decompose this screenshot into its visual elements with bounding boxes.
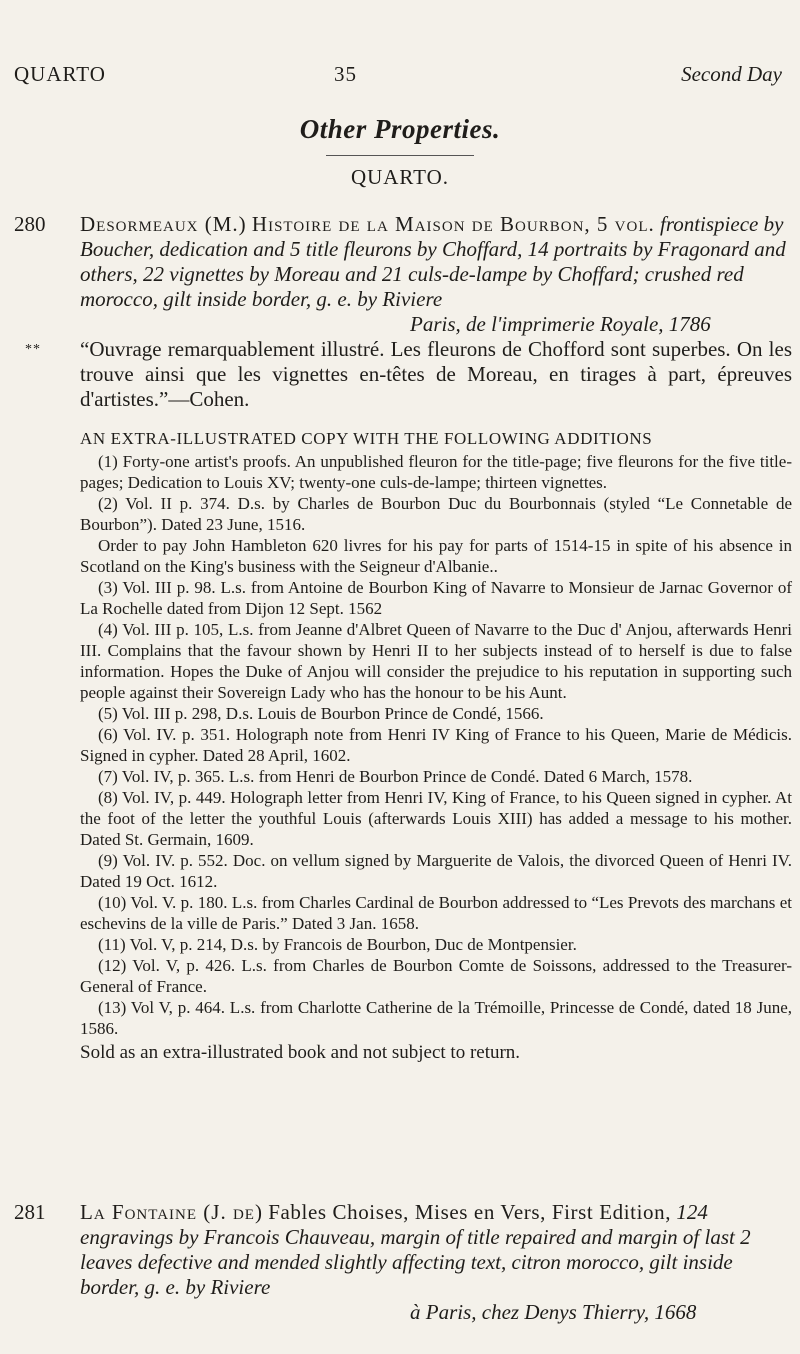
quote-text: “Ouvrage remarquablement illustré. Les fleurons de Chofford sont superbes. On les trouve ainsi que les vignettes en-têtes de Moreau, en tirages à part, épreuves d'artistes.”—Cohen. [80,337,792,411]
section-subtitle: QUARTO. [350,165,450,189]
addition-item: (8) Vol. IV, p. 449. Holograph letter from Henri IV, King of France, to his Queen signed in cypher. At the foot of the letter the youthful Louis (afterwards Louis XIII) has added a message to his mother. Dated St. Germain, 1609. [80,788,792,849]
lot-number: 281 [14,1200,46,1224]
lot-closing-note: Sold as an extra-illustrated book and not subject to return. [80,1042,521,1063]
additions-list [80,451,792,1039]
lot-number: 280 [14,212,46,236]
addition-item: (10) Vol. V. p. 180. L.s. from Charles Cardinal de Bourbon addressed to “Les Prevots des marchans et eschevins de la ville de Paris.” Dated 3 Jan. 1658. [80,893,792,933]
addition-item: (6) Vol. IV. p. 351. Holograph note from Henri IV King of France to his Queen, Marie de Médicis. Signed in cypher. Dated 28 April, 1602. [80,725,792,765]
lot-lead [80,1200,792,1300]
lot-lead [80,212,792,312]
quote-marker: ** [25,342,41,357]
running-head-section: QUARTO [14,62,106,86]
lot-description: 124 engravings by Francois Chauveau, margin of title repaired and margin of last 2 leaves defective and mended slightly affecting text, citron morocco, gilt inside border, g. e. by Riviere [80,1200,751,1299]
lot-body [80,1200,792,1325]
addition-item: (11) Vol. V, p. 214, D.s. by Francois de Bourbon, Duc de Montpensier. [98,935,577,954]
addition-item: (5) Vol. III p. 298, D.s. Louis de Bourbon Prince de Condé, 1566. [98,704,544,723]
addition-item: (2) Vol. II p. 374. D.s. by Charles de Bourbon Duc du Bourbonnais (styled “Le Connetable de Bourbon”). Dated 23 June, 1516. [80,494,792,534]
running-head-day: Second Day [681,62,782,86]
section-title: Other Properties. [299,114,501,144]
page-number: 35 [334,62,357,86]
addition-item: (9) Vol. IV. p. 552. Doc. on vellum signed by Marguerite de Valois, the divorced Queen of Henri IV. Dated 19 Oct. 1612. [80,851,792,891]
title-rule [326,155,474,156]
addition-item: (1) Forty-one artist's proofs. An unpublished fleuron for the title-page; five fleurons for the five title-pages; Dedication to Louis XV; twenty-one culs-de-lampe; thirteen vignettes. [80,452,792,492]
addition-item: (4) Vol. III p. 105, L.s. from Jeanne d'Albret Queen of Navarre to the Duc d' Anjou, afterwards Henri III. Complains that the favour shown by Henri II to her subjects instead of to herself is due to false information. Hopes the Duke of Anjou will consider the prejudice to his reputation in supporting such people against their Sovereign Lady who has the honour to be his Aunt. [80,620,792,702]
addition-item: (3) Vol. III p. 98. L.s. from Antoine de Bourbon King of Navarre to Monsieur de Jarnac Governor of La Rochelle dated from Dijon 12 Sept. 1562 [80,578,792,618]
lot-author: La Fontaine (J. de) [80,1200,263,1224]
running-head [14,62,782,96]
lot-quote [25,337,792,412]
additions-heading: AN EXTRA-ILLUSTRATED COPY WITH THE FOLLOWING ADDITIONS [80,429,653,448]
addition-item: (13) Vol V, p. 464. L.s. from Charlotte Catherine de la Trémoille, Princesse de Condé, dated 18 June, 1586. [80,998,792,1038]
lot-imprint: Paris, de l'imprimerie Royale, 1786 [410,312,711,336]
addition-item: Order to pay John Hambleton 620 livres for his pay for parts of 1514-15 in spite of his absence in Scotland on the King's business with the Seigneur d'Albanie.. [80,536,792,576]
lot-title: Histoire de la Maison de Bourbon, 5 vol. [251,212,655,236]
lot-description: frontispiece by Boucher, dedication and 5 title fleurons by Choffard, 14 portraits by Fragonard and others, 22 vignettes by Moreau and 21 culs-de-lampe by Choffard; crushed red morocco, gilt inside border, g. e. by Riviere [80,212,786,311]
lot-imprint: à Paris, chez Denys Thierry, 1668 [410,1300,697,1324]
lot-title: Fables Choises, Mises en Vers, First Edition, [268,1200,672,1224]
addition-item: (12) Vol. V, p. 426. L.s. from Charles de Bourbon Comte de Soissons, addressed to the Treasurer-General of France. [80,956,792,996]
lot-author: Desormeaux (M.) [80,212,247,236]
addition-item: (7) Vol. IV, p. 365. L.s. from Henri de Bourbon Prince de Condé. Dated 6 March, 1578. [98,767,693,786]
